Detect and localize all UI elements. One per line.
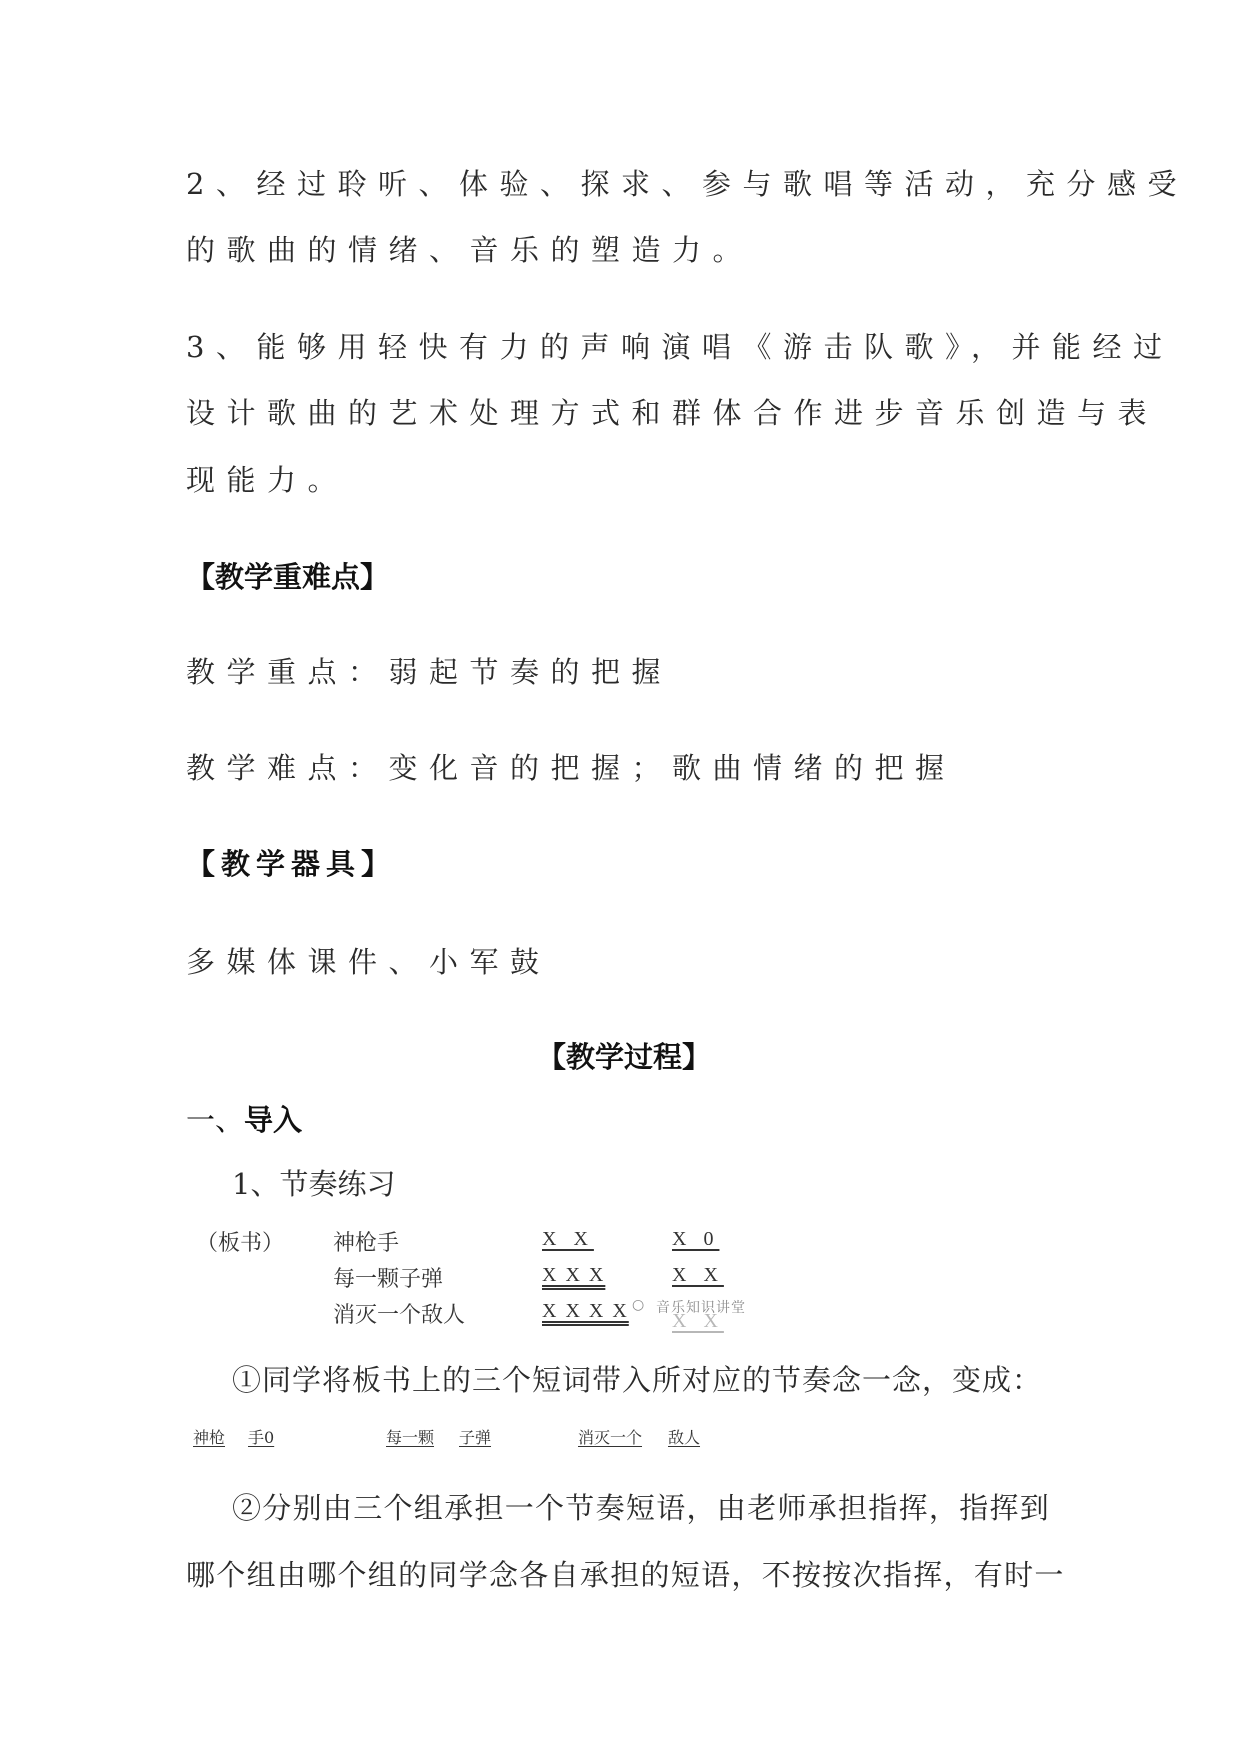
board-phrase-3: 消灭一个敌人 [333, 1303, 466, 1328]
objective-3-line-2: 设计歌曲的艺术处理方式和群体合作进步音乐创造与表 [186, 396, 1159, 430]
section-intro-heading: 一、导入 [186, 1103, 303, 1137]
watermark-icon: ○ [632, 1297, 646, 1313]
phrase-1a: 神枪 [193, 1428, 226, 1447]
phrase-3b: 敌人 [668, 1428, 701, 1447]
objective-2-line-2: 的歌曲的情绪、音乐的塑造力。 [186, 233, 754, 267]
step-1-text: ①同学将板书上的三个短词带入所对应的节奏念一念，变成： [232, 1363, 1043, 1397]
board-phrase-1: 神枪手 [333, 1231, 400, 1256]
tools-list: 多媒体课件、小军鼓 [186, 945, 551, 979]
process-heading: 【教学过程】 [537, 1040, 712, 1074]
board-rhythm-2a: X X X [542, 1264, 606, 1286]
phrase-1b: 手0 [248, 1428, 275, 1447]
objective-3-line-1: 3、能够用轻快有力的声响演唱《游击队歌》，并能经过 [186, 330, 1174, 364]
key-points-heading: 【教学重难点】 [186, 560, 390, 594]
board-phrase-2: 每一颗子弹 [333, 1267, 444, 1292]
rhythm-practice-heading: 1、节奏练习 [232, 1167, 396, 1201]
objective-3-line-3: 现能力。 [186, 463, 349, 497]
teaching-difficulty: 教学难点：变化音的把握；歌曲情绪的把握 [186, 751, 956, 785]
board-rhythm-1b: X 0 [672, 1228, 720, 1250]
phrase-2b: 子弹 [459, 1428, 492, 1447]
board-label: （板书） [196, 1231, 285, 1256]
watermark-text: 音乐知识讲堂 [656, 1300, 746, 1316]
objective-2-line-1: 2、经过聆听、体验、探求、参与歌唱等活动，充分感受 [186, 167, 1188, 201]
phrase-2a: 每一颗 [386, 1428, 435, 1447]
tools-heading: 【教学器具】 [186, 847, 397, 881]
teaching-focus: 教学重点：弱起节奏的把握 [186, 655, 673, 689]
board-rhythm-3a: X X X X [542, 1300, 629, 1322]
section-intro-label: 导入 [244, 1103, 303, 1137]
phrase-3a: 消灭一个 [578, 1428, 643, 1447]
board-rhythm-3b: X X [672, 1310, 724, 1332]
step-2-line-1: ②分别由三个组承担一个节奏短语，由老师承担指挥，指挥到 [232, 1491, 1051, 1525]
board-rhythm-1a: X X [542, 1228, 594, 1250]
step-2-line-2: 哪个组由哪个组的同学念各自承担的短语，不按按次指挥，有时一 [186, 1558, 1065, 1592]
board-rhythm-2b: X X [672, 1264, 724, 1286]
